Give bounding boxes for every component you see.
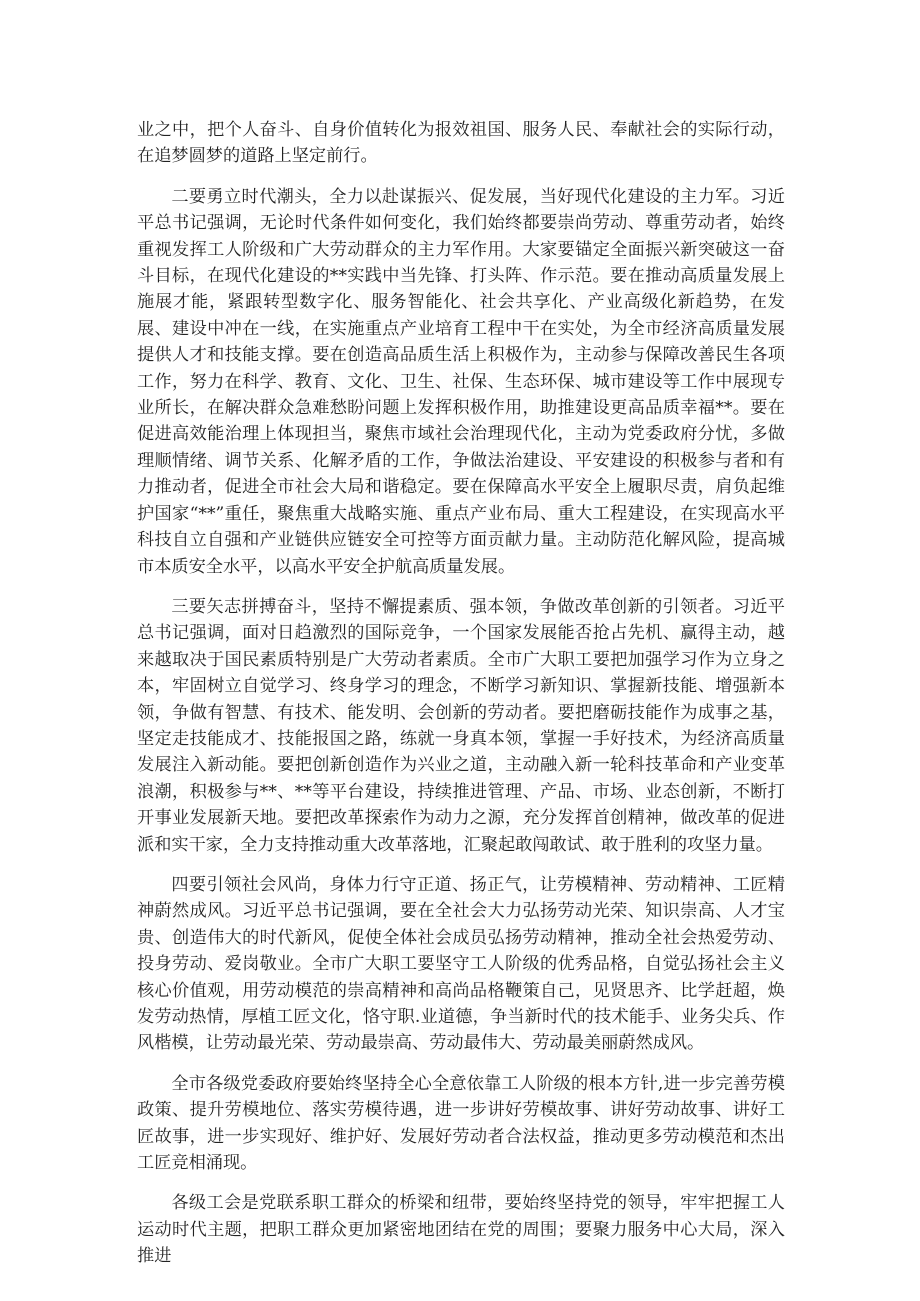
paragraph-4: 四要引领社会风尚，身体力行守正道、扬正气，让劳模精神、劳动精神、工匠精神蔚然成风。习近平总书记强调，要在全社会大力弘扬劳动光荣、知识崇高、人才宝贵、创造伟大的时代新风，促使全体社会成员弘扬劳动精神，推动全社会热爱劳动、投身劳动、爱岗敬业。全市广大职工要坚守工人阶级的优秀品格，自觉弘扬社会主义核心价值观，用劳动模范的崇高精神和高尚品格鞭策自己，见贤思齐、比学赶超，焕发劳动热情，厚植工匠文化，恪守职.业道德，争当新时代的技术能手、业务尖兵、作风楷模，让劳动最光荣、劳动最崇高、劳动最伟大、劳动最美丽蔚然成风。 [137, 874, 785, 1054]
paragraph-1: 业之中，把个人奋斗、自身价值转化为报效祖国、服务人民、奉献社会的实际行动，在追梦圆梦的道路上坚定前行。 [137, 120, 785, 167]
paragraph-3: 三要矢志拼搏奋斗，坚持不懈提素质、强本领，争做改革创新的引领者。习近平总书记强调，面对日趋激烈的国际竞争，一个国家发展能否抢占先机、赢得主动，越来越取决于国民素质特别是广大劳动者素质。全市广大职工要把加强学习作为立身之本，牢固树立自觉学习、终身学习的理念，不断学习新知识、掌握新技能、增强新本领，争做有智慧、有技术、能发明、会创新的劳动者。要把磨砺技能作为成事之基，坚定走技能成才、技能报国之路，练就一身真本领，掌握一手好技术，为经济高质量发展注入新动能。要把创新创造作为兴业之道，主动融入新一轮科技革命和产业变革浪潮，积极参与**、**等平台建设，持续推进管理、产品、市场、业态创新，不断打开事业发展新天地。要把改革探索作为动力之源，充分发挥首创精神，做改革的促进派和实干家，全力支持推动重大改革落地，汇聚起敢闯敢试、敢于胜利的攻坚力量。 [137, 596, 785, 855]
paragraph-5: 全市各级党委政府要始终坚持全心全意依靠工人阶级的根本方针,进一步完善劳模政策、提升劳模地位、落实劳模待遇，进一步讲好劳模故事、讲好劳动故事、讲好工匠故事，进一步实现好、维护好、发展好劳动者合法权益，推动更多劳动模范和杰出工匠竞相涌现。 [137, 1073, 785, 1174]
paragraph-6: 各级工会是党联系职工群众的桥梁和纽带，要始终坚持党的领导，牢牢把握工人运动时代主题，把职工群众更加紧密地团结在党的周围；要聚力服务中心大局，深入推进 [137, 1193, 785, 1267]
document-page [137, 117, 785, 1284]
paragraph-2: 二要勇立时代潮头，全力以赴谋振兴、促发展，当好现代化建设的主力军。习近平总书记强调，无论时代条件如何变化，我们始终都要崇尚劳动、尊重劳动者，始终重视发挥工人阶级和广大劳动群众的主力军作用。大家要锚定全面振兴新突破这一奋斗目标，在现代化建设的**实践中当先锋、打头阵、作示范。要在推动高质量发展上施展才能，紧跟转型数字化、服务智能化、社会共享化、产业高级化新趋势，在发展、建设中冲在一线，在实施重点产业培育工程中干在实处，为全市经济高质量发展提供人才和技能支撑。要在创造高品质生活上积极作为，主动参与保障改善民生各项工作，努力在科学、教育、文化、卫生、社保、生态环保、城市建设等工作中展现专业所长，在解决群众急难愁盼问题上发挥积极作用，助推建设更高品质幸福**。要在促进高效能治理上体现担当，聚焦市域社会治理现代化，主动为党委政府分忧，多做理顺情绪、调节关系、化解矛盾的工作，争做法治建设、平安建设的积极参与者和有力推动者，促进全市社会大局和谐稳定。要在保障高水平安全上履职尽责，肩负起维护国家“**”重任，聚焦重大战略实施、重点产业布局、重大工程建设，在实现高水平科技自立自强和产业链供应链安全可控等方面贡献力量。主动防范化解风险，提高城市本质安全水平，以高水平安全护航高质量发展。 [137, 186, 785, 577]
